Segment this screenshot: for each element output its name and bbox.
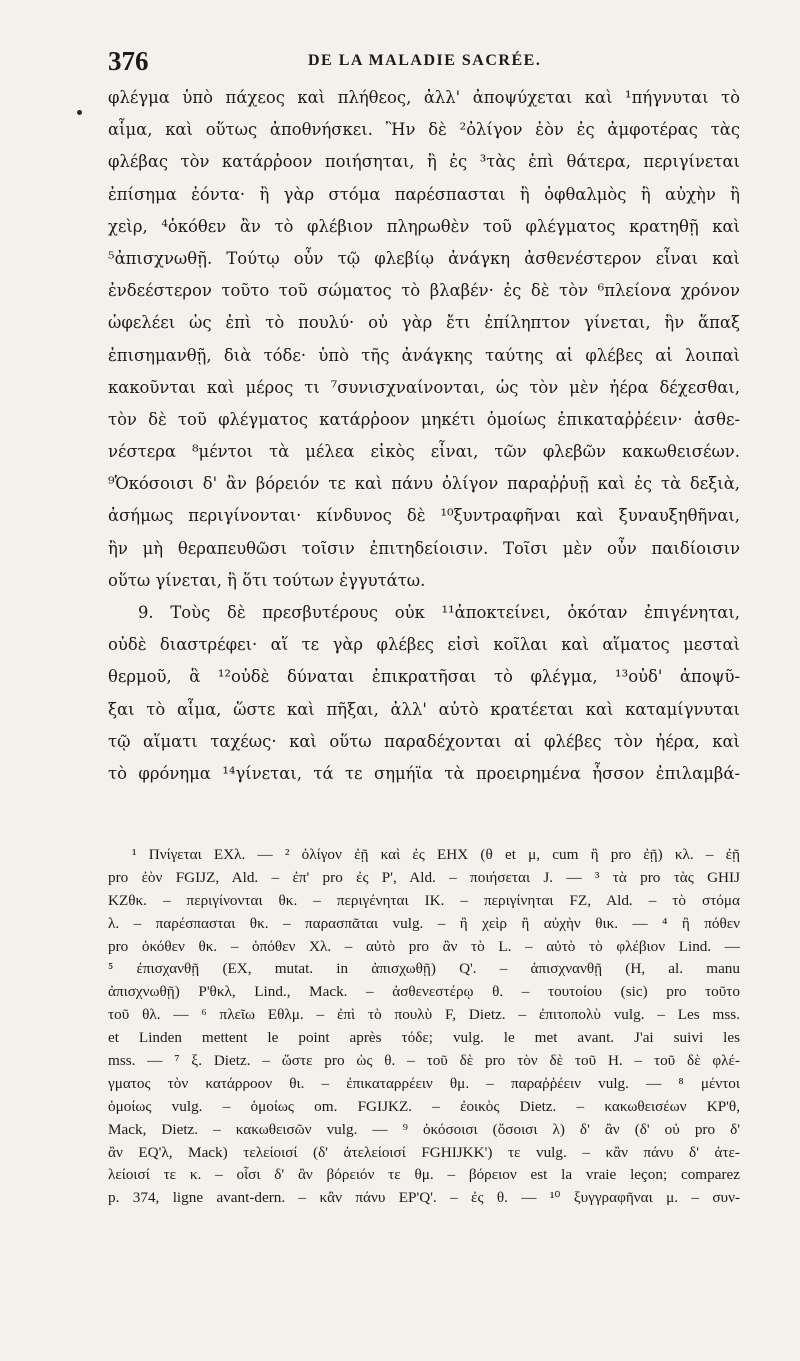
footnote-line: et Linden mettent le point après τόδε; vulg. le met avant. J'ai suivi les (108, 1029, 740, 1047)
text-line: ἐνδεέστερον τοῦτο τοῦ σώματος τὸ βλαβέν· ἐς δὲ τὸν ⁶πλείονα χρόνον (108, 281, 740, 301)
margin-mark (77, 110, 82, 115)
text-line: ἀσήμως περιγίνονται· κίνδυνος δὲ ¹⁰ξυντραφῆναι καὶ ξυναυξηθῆναι, (108, 506, 740, 526)
text-line: οὕτω γίνεται, ἢ ὅτι τούτων ἐγγυτάτω. (108, 570, 426, 590)
footnote-line: ἀπισχνωθῇ) P'θκλ, Lind., Mack. – ἀσθενεστέρῳ θ. – τουτοίου (sic) pro τοῦτο (108, 983, 740, 1001)
text-line: χεὶρ, ⁴ὁκόθεν ἂν τὸ φλέβιον πληρωθὲν τοῦ φλέγματος κρατηθῇ καὶ (108, 216, 740, 236)
footnote-line: pro ὁκόθεν θκ. – ὁπόθεν Xλ. – αὐτὸ pro ἂν τὸ L. – αὐτὸ τὸ φλέβιον Lind. — (108, 937, 740, 955)
text-line: ⁵ἀπισχνωθῇ. Τούτῳ οὖν τῷ φλεβίῳ ἀνάγκη ἀσθενέστερον εἶναι καὶ (108, 248, 740, 268)
text-line: ἐπισημανθῇ, διὰ τόδε· ὑπὸ τῆς ἀνάγκης ταύτης αἱ φλέβες αἱ λοιπαὶ (108, 345, 740, 365)
text-line: οὐδὲ διαστρέφει· αἵ τε γὰρ φλέβες εἰσὶ κοῖλαι καὶ αἵματος μεσταὶ (108, 635, 740, 655)
footnote-line: ὁμοίως vulg. – ὁμοίως om. FGIJKZ. – ἐοικὸς Dietz. – κακωθεισέων KP'θ, (108, 1097, 740, 1115)
text-line: ⁹Ὁκόσοισι δ' ἂν βόρειόν τε καὶ πάνυ ὀλίγον παραῤῥυῇ καὶ ἐς τὰ δεξιὰ, (108, 474, 740, 494)
section-start-line: 9. Τοὺς δὲ πρεσβυτέρους οὐκ ¹¹ἀποκτείνει, ὁκόταν ἐπιγένηται, (138, 603, 740, 622)
footnote-line: pro ἐὸν FGIJZ, Ald. – ἐπ' pro ἐς P', Ald. – ποιήσεται J. — ³ τὰ pro τὰς GHIJ (108, 868, 740, 886)
text-line: ξαι τὸ αἷμα, ὥστε καὶ πῆξαι, ἀλλ' αὐτὸ κρατέεται καὶ καταμίγνυται (108, 699, 740, 719)
text-line: τὸ φρόνημα ¹⁴γίνεται, τά τε σημήϊα τὰ προειρημένα ἧσσον ἐπιλαμβά- (108, 763, 740, 783)
footnote-line: ἂν EQ'λ, Mack) τελείοισί (δ' ἀτελείοισί FGHIJKK') τε vulg. – κἂν πάνυ δ' ἀτε- (108, 1143, 740, 1161)
footnote-line: τοῦ θλ. — ⁶ πλεῖω Eθλμ. – ἐπὶ τὸ πουλὺ F, Dietz. – ἐπιτοπολὺ vulg. – Les mss. (108, 1006, 740, 1024)
text-line: ἢν μὴ θεραπευθῶσι τοῖσιν ἐπιτηδείοισιν. Τοῖσι μὲν οὖν παιδίοισιν (108, 538, 740, 558)
footnote-line: γματος τὸν κατάρροον θι. – ἐπικαταρρέειν θμ. – παραῤῥέειν vulg. — ⁸ μέντοι (108, 1074, 740, 1092)
text-line: τὸν δὲ τοῦ φλέγματος κατάρῥοον μηκέτι ὁμοίως ἐπικαταῤῥέειν· ἀσθε- (108, 409, 740, 429)
footnote-line: λ. – παρέσπασται θκ. – παρασπᾶται vulg. – ἢ χεὶρ ἢ αὐχὴν θικ. — ⁴ ἢ πόθεν (108, 914, 740, 932)
footnote-line: ¹ Πνίγεται EΧλ. — ² ὀλίγον ἐῇ καὶ ἐς EHX (θ et μ, cum ἢ pro ἐῇ) κλ. – ἐῇ (132, 846, 740, 863)
footnote-line: Mack, Dietz. – κακωθεισῶν vulg. — ⁹ ὁκόσοισι (ὅσοισι λ) δ' ἂν (δ' οὐ pro δ' (108, 1120, 740, 1138)
text-line: ἐπίσημα ἐόντα· ἢ γὰρ στόμα παρέσπασται ἢ ὀφθαλμὸς ἢ αὐχὴν ἢ (108, 184, 740, 204)
text-line: τῷ αἵματι ταχέως· καὶ οὕτω παραδέχονται αἱ φλέβες τὸν ἠέρα, καὶ (108, 731, 740, 751)
footnote-line: KZθκ. – περιγίνονται θκ. – περιγένηται IK. – περιγίνηται FZ, Ald. – τὸ στόμα (108, 891, 740, 909)
text-line: φλέγμα ὑπὸ πάχεος καὶ πλήθεος, ἀλλ' ἀποψύχεται καὶ ¹πήγνυται τὸ (108, 88, 740, 107)
footnote-line: mss. — ⁷ ξ. Dietz. – ὥστε pro ὡς θ. – τοῦ δὲ pro τὸν δὲ τοῦ H. – τοῦ δὲ φλέ- (108, 1052, 740, 1070)
running-title: DE LA MALADIE SACRÉE. (308, 52, 542, 69)
text-line: ὠφελέει ὡς ἐπὶ τὸ πουλύ· οὐ γὰρ ἔτι ἐπίληπτον γίνεται, ἢν ἅπαξ (108, 313, 740, 333)
text-line: αἷμα, καὶ οὕτως ἀποθνήσκει. Ἢν δὲ ²ὀλίγον ἐὸν ἐς ἀμφοτέρας τὰς (108, 120, 740, 140)
footnote-line: λείοισί τε κ. – οἷσι δ' ἂν βόρειόν τε θμ. – βόρειον est la vraie leçon; comparez (108, 1166, 740, 1184)
footnote-line: ⁵ ἐπισχανθῇ (EX, mutat. in ἀπισχωθῇ) Q'. – ἀπισχνανθῇ (H, al. manu (108, 960, 740, 978)
text-line: νέστερα ⁸μέντοι τὰ μέλεα εἰκὸς εἶναι, τῶν φλεβῶν κακωθεισέων. (108, 442, 740, 462)
main-text (108, 82, 740, 790)
page-header (108, 46, 738, 80)
text-line: φλέβας τὸν κατάρῥοον ποιήσηται, ἢ ἐς ³τὰς ἐπὶ θάτερα, περιγίνεται (108, 152, 740, 172)
footnote-line: p. 374, ligne avant-dern. – κἂν πάνυ EP'Q'. – ἐς θ. — ¹⁰ ξυγγραφῆναι μ. – συν- (108, 1189, 740, 1207)
page-number: 376 (108, 46, 149, 76)
footnotes (108, 844, 740, 1210)
text-line: θερμοῦ, ἃ ¹²οὐδὲ δύναται ἐπικρατῆσαι τὸ φλέγμα, ¹³οὐδ' ἀποψῦ- (108, 667, 740, 687)
text-line: κακοῦνται καὶ μέρος τι ⁷συνισχναίνονται, ὡς τὸν μὲν ἠέρα δέχεσθαι, (108, 377, 740, 397)
